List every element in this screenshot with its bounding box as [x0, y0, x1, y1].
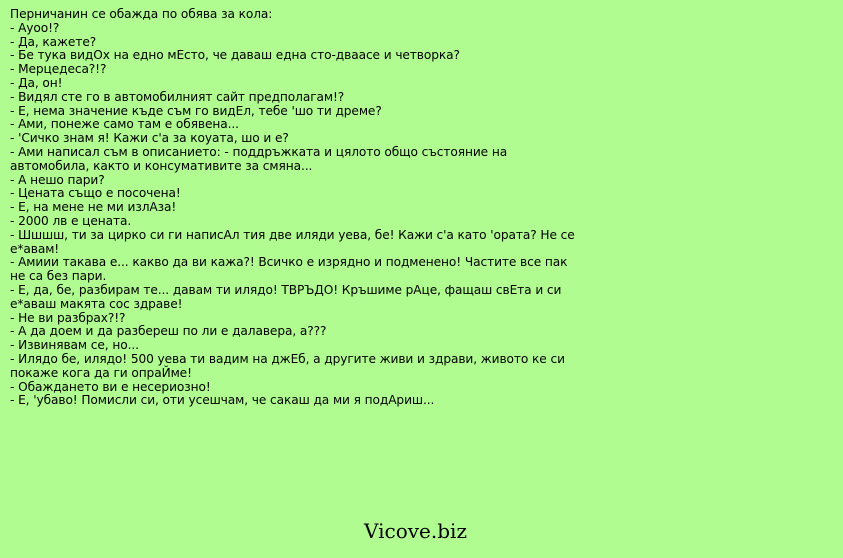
- joke-line: - Е, нема значение къде съм го видЕл, тебе 'шо ти дреме?: [10, 103, 382, 118]
- joke-line: - Мерцедеса?!?: [10, 62, 107, 77]
- joke-line: - Да, кажете?: [10, 34, 97, 49]
- joke-line: - А нешо пари?: [10, 172, 105, 187]
- joke-text: [10, 8, 575, 408]
- joke-line: - Е, 'убаво! Помисли си, оти усешчам, че сакаш да ми я подАриш...: [10, 393, 435, 408]
- joke-line: - 'Сичко знам я! Кажи с'а за коуата, шо и е?: [10, 131, 289, 146]
- joke-line: - Илядо бе, илядо! 500 уева ти вадим на джЕб, а другите живи и здрави, живото ке си покаже кога да ги опраЙме!: [10, 351, 565, 380]
- joke-line: - Ами, понеже само там е обявена...: [10, 117, 239, 132]
- joke-line: - Обаждането ви е несериозно!: [10, 379, 211, 394]
- joke-line: - Да, он!: [10, 75, 63, 90]
- joke-line: - Ами написал съм в описанието: - поддръжката и цялото общо състояние на автомобила, както и консумативите за смяна...: [10, 144, 508, 173]
- joke-line: - Цената също е посочена!: [10, 186, 181, 201]
- joke-line: - Не ви разбрах?!?: [10, 310, 126, 325]
- joke-line: - Видял сте го в автомобилният сайт предполагам!?: [10, 89, 345, 104]
- site-watermark: Vicove.biz: [364, 519, 467, 543]
- joke-line: - Извинявам се, но...: [10, 338, 139, 353]
- joke-line: - Шшшш, ти за цирко си ги написАл тия две иляди уева, бе! Кажи с'а като 'ората? Не се е*авам!: [10, 227, 575, 256]
- joke-line: Перничанин се обажда по обява за кола:: [10, 7, 273, 21]
- joke-line: - 2000 лв е цената.: [10, 213, 132, 228]
- joke-line: - А да доем и да разбереш по ли е далавера, а???: [10, 324, 327, 339]
- joke-line: - Е, на мене не ми излАза!: [10, 200, 177, 215]
- joke-line: - Е, да, бе, разбирам те... давам ти илядо! ТВРЪДО! Кръшиме рАце, фащаш свЕта и си е*аваш макята сос здраве!: [10, 282, 562, 311]
- joke-line: - Ауоо!?: [10, 20, 60, 35]
- joke-line: - Бе тука видОх на едно мЕсто, че даваш една сто-дваасе и четворка?: [10, 48, 460, 63]
- joke-line: - Амиии такава е... какво да ви кажа?! Всичко е изрядно и подменено! Частите все пак не са без пари.: [10, 255, 568, 284]
